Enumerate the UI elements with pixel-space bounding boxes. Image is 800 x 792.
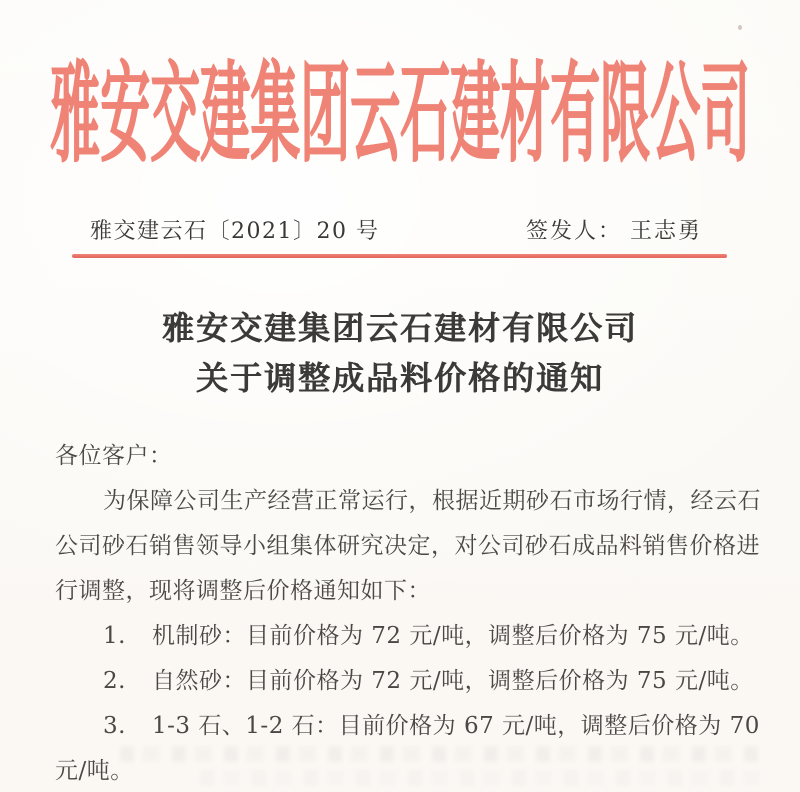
document-title: [0, 303, 800, 403]
document-meta-row: [90, 214, 702, 245]
document-title-line2: 关于调整成品料价格的通知: [195, 359, 604, 397]
document-body: [55, 434, 761, 792]
paragraph-line-1: 为保障公司生产经营正常运行，根据近期砂石市场行情，经云石: [103, 488, 761, 514]
company-masthead: 雅安交建集团云石建材有限公司: [50, 48, 750, 178]
issuer: [526, 214, 702, 245]
salutation: 各位客户：: [55, 443, 173, 469]
price-item-3-continuation: 元/吨。: [55, 758, 134, 784]
red-separator-line: [72, 254, 727, 258]
price-item-2-text: 自然砂：目前价格为 72 元/吨，调整后价格为 75 元/吨。: [151, 668, 754, 694]
price-item-3-text: 1-3 石、1-2 石：目前价格为 67 元/吨，调整后价格为 70: [151, 713, 760, 739]
price-item-3-number: 3.: [103, 713, 126, 739]
paragraph-line-2: 公司砂石销售领导小组集体研究决定，对公司砂石成品料销售价格进: [55, 533, 760, 559]
paragraph-line-3: 行调整，现将调整后价格通知如下：: [55, 578, 431, 604]
document-number: 雅交建云石〔2021〕20 号: [90, 219, 380, 244]
price-item-1-text: 机制砂：目前价格为 72 元/吨，调整后价格为 75 元/吨。: [151, 623, 754, 649]
price-item-2-number: 2.: [103, 668, 126, 694]
price-item-3: [55, 704, 760, 749]
issuer-name: 王志勇: [629, 219, 702, 244]
issuer-label: 签发人：: [525, 219, 622, 244]
price-item-1-number: 1.: [103, 623, 126, 649]
price-item-2: [55, 659, 754, 704]
price-item-1: [55, 614, 754, 659]
document-title-line1: 雅安交建集团云石建材有限公司: [161, 309, 638, 347]
